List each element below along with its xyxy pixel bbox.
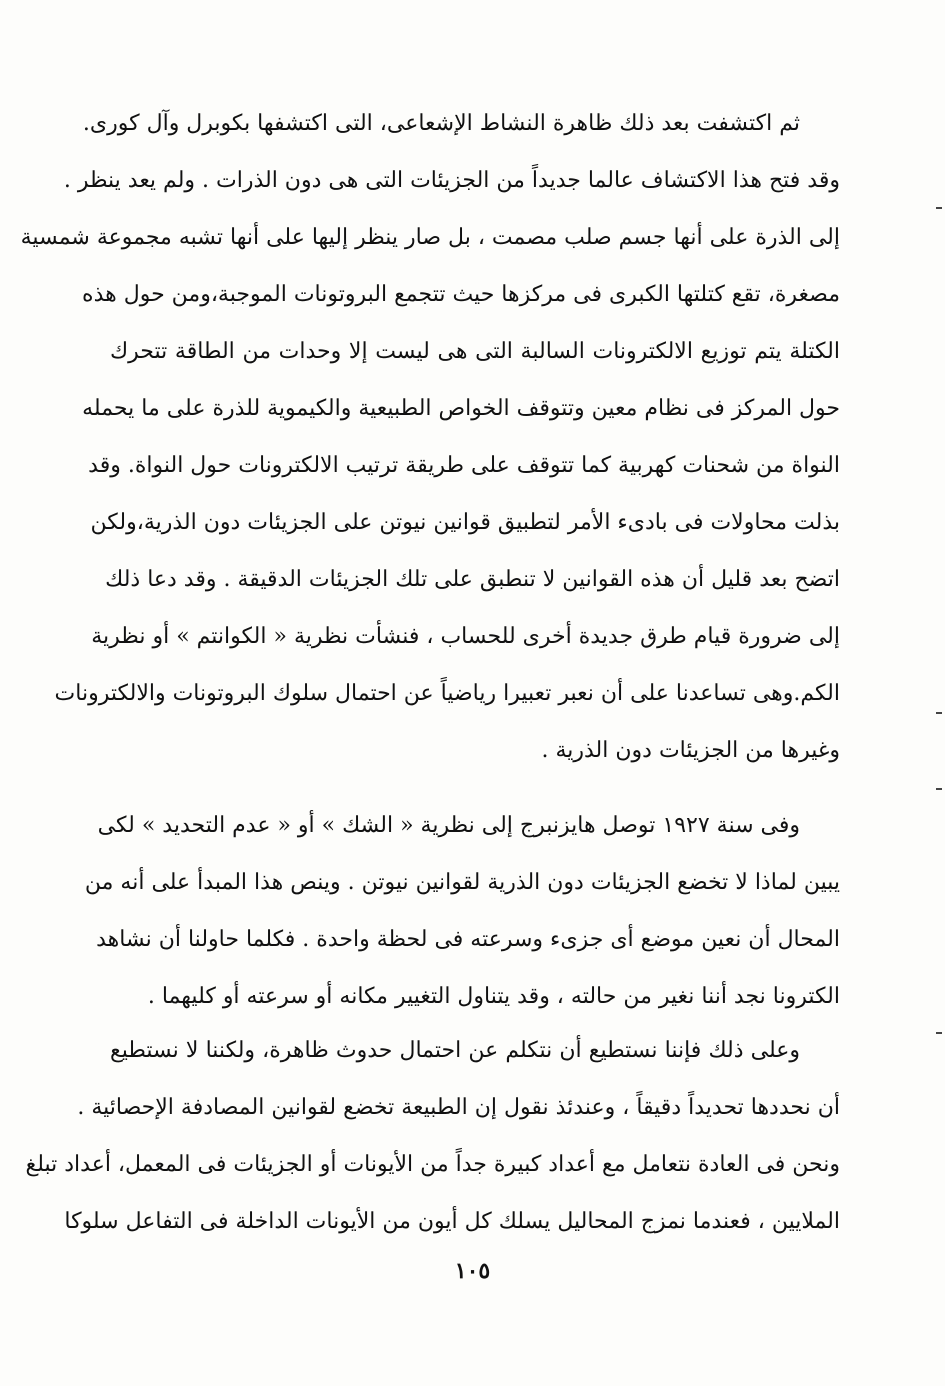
text-line: الكم.وهى تساعدنا على أن نعبر تعبيرا رياضياً عن احتمال سلوك البروتونات والالكترونات	[54, 681, 840, 706]
text-line: مصغرة، تقع كتلتها الكبرى فى مركزها حيث تتجمع البروتونات الموجبة،ومن حول هذه	[82, 282, 840, 307]
text-line: الكتلة يتم توزيع الالكترونات السالبة التى هى ليست إلا وحدات من الطاقة تتحرك	[110, 339, 840, 364]
text-line: إلى الذرة على أنها جسم صلب مصمت ، بل صار ينظر إليها على أنها تشبه مجموعة شمسية	[20, 225, 840, 250]
text-line: يبين لماذا لا تخضع الجزيئات دون الذرية لقوانين نيوتن . وينص هذا المبدأ على أنه من	[84, 870, 840, 895]
text-line: بذلت محاولات فى بادىء الأمر لتطبيق قوانين نيوتن على الجزيئات دون الذرية،ولكن	[90, 510, 840, 535]
text-line: المحال أن نعين موضع أى جزىء وسرعته فى لحظة واحدة . فكلما حاولنا أن نشاهد	[96, 927, 840, 952]
text-line: الكترونا نجد أننا نغير من حالته ، وقد يتناول التغيير مكانه أو سرعته أو كليهما .	[147, 984, 840, 1009]
paragraph-radioactivity	[20, 95, 840, 779]
text-line: الملايين ، فعندما نمزج المحاليل يسلك كل أيون من الأيونات الداخلة فى التفاعل سلوكا	[64, 1209, 840, 1234]
text-line: ونحن فى العادة نتعامل مع أعداد كبيرة جداً من الأيونات أو الجزيئات فى المعمل، أعداد تبلغ	[25, 1152, 840, 1177]
text-line: وغيرها من الجزيئات دون الذرية .	[541, 738, 840, 763]
scan-mark	[936, 207, 942, 209]
paragraph-heisenberg	[84, 797, 840, 1025]
text-line: اتضح بعد قليل أن هذه القوانين لا تنطبق على تلك الجزيئات الدقيقة . وقد دعا ذلك	[105, 567, 840, 592]
text-line: حول المركز فى نظام معين وتتوقف الخواص الطبيعية والكيموية للذرة على ما يحمله	[82, 396, 840, 421]
paragraph-statistics	[25, 1022, 840, 1250]
text-line: النواة من شحنات كهربية كما تتوقف على طريقة ترتيب الالكترونات حول النواة. وقد	[88, 453, 840, 478]
text-line: إلى ضرورة قيام طرق جديدة أخرى للحساب ، فنشأت نظرية « الكوانتم » أو نظرية	[91, 624, 840, 649]
text-line: وعلى ذلك فإننا نستطيع أن نتكلم عن احتمال حدوث ظاهرة، ولكننا لا نستطيع	[110, 1038, 800, 1063]
text-line: وقد فتح هذا الاكتشاف عالما جديداً من الجزيئات التى هى دون الذرات . ولم يعد ينظر .	[63, 168, 840, 193]
scan-mark	[936, 788, 942, 790]
text-line: ثم اكتشفت بعد ذلك ظاهرة النشاط الإشعاعى، التى اكتشفها بكوبرل وآل كورى.	[82, 111, 800, 136]
text-line: أن نحددها تحديداً دقيقاً ، وعندئذ نقول إن الطبيعة تخضع لقوانين المصادفة الإحصائية .	[77, 1095, 840, 1120]
page-number: ١٠٥	[454, 1258, 491, 1284]
text-line: وفى سنة ١٩٢٧ توصل هايزنبرج إلى نظرية « الشك » أو « عدم التحديد » لكى	[97, 813, 800, 838]
scan-mark	[936, 712, 942, 714]
scan-mark	[936, 1032, 942, 1034]
